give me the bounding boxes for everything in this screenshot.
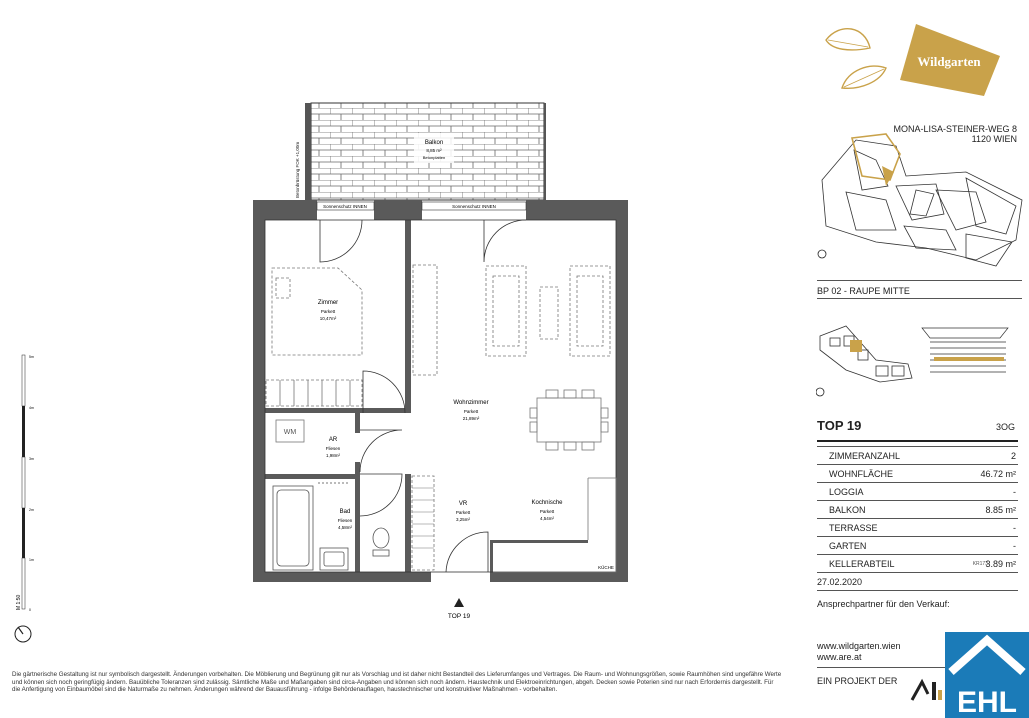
kochnische-floor: Parkett [539, 509, 555, 514]
scale-tick-1: 1m [29, 558, 34, 562]
scale-tick-0: 0 [29, 608, 31, 612]
are-logo [910, 678, 944, 702]
plan-date: 27.02.2020 [817, 577, 863, 587]
bad-floor: Fliesen [337, 518, 353, 523]
building-part: BP 02 - RAUPE MITTE [817, 286, 910, 296]
vr-wardrobe [412, 476, 434, 570]
zimmer-area: 10,47m² [319, 316, 337, 321]
vr-area: 3,25m² [455, 517, 471, 522]
wildgarten-logo [898, 22, 1002, 98]
wohnzimmer-area: 21,89m² [462, 416, 480, 421]
zimmer-furniture [266, 265, 437, 406]
bad-area: 4,58m² [337, 525, 353, 530]
entrance-label: TOP 19 [447, 613, 471, 620]
scale-label: M 1:50 [16, 594, 22, 610]
zimmer-name: Zimmer [317, 300, 339, 306]
floor-locator [816, 320, 916, 400]
sunshade-label-1: Sonnenschutz INNEN [323, 204, 367, 209]
ar-area: 1,98m² [325, 453, 341, 458]
ar-name: AR [328, 437, 338, 443]
vr-floor: Parkett [455, 510, 471, 515]
leaf-icon [820, 22, 890, 92]
wohnzimmer-name: Wohnzimmer [453, 400, 489, 406]
spec-row: BALKON 8.85 m² [817, 500, 1018, 518]
entrance-arrow-icon [454, 598, 464, 607]
wohnzimmer-floor: Parkett [463, 409, 479, 414]
project-label: EIN PROJEKT DER [817, 676, 898, 686]
dining-table [530, 390, 608, 450]
vr-name: VR [458, 501, 468, 507]
spec-row: LOGGIA - [817, 482, 1018, 500]
scale-tick-5: 5m [29, 355, 34, 359]
north-arrow-icon [15, 626, 31, 642]
railing-label: Betonbrüstung FOK +1,00m [295, 141, 300, 198]
kitchen-counter [493, 478, 616, 572]
spec-table [817, 446, 1018, 573]
scale-tick-4: 4m [29, 406, 34, 410]
scale-bar [22, 355, 25, 609]
address-street: MONA-LISA-STEINER-WEG 8 [893, 124, 1017, 134]
spec-row: GARTEN - [817, 536, 1018, 554]
bathroom-fixtures [273, 486, 389, 570]
wohnzimmer-furniture [486, 266, 610, 356]
spec-row: KELLERABTEIL KR173 3.89 m² [817, 554, 1018, 573]
address-city: 1120 WIEN [971, 134, 1017, 144]
contact-label: Ansprechpartner für den Verkauf: [817, 599, 950, 609]
section-locator [920, 324, 1012, 376]
unit-title: TOP 19 [817, 418, 862, 433]
balcony-area: 8,85 m² [426, 148, 442, 153]
scale-tick-3: 3m [29, 457, 34, 461]
website-link-are[interactable]: www.are.at [817, 652, 862, 662]
sunshade-label-2: Sonnenschutz INNEN [452, 204, 496, 209]
spec-row: WOHNFLÄCHE 46.72 m² [817, 464, 1018, 482]
website-link-wildgarten[interactable]: www.wildgarten.wien [817, 641, 901, 651]
kochnische-area: 4,54m² [539, 516, 555, 521]
svg-text:Wildgarten: Wildgarten [917, 54, 981, 69]
zimmer-floor: Parkett [320, 309, 336, 314]
ar-floor: Fliesen [325, 446, 341, 451]
balcony-name: Balkon [424, 140, 444, 146]
scale-tick-2: 2m [29, 508, 34, 512]
kochnische-name: Kochnische [531, 500, 563, 506]
balcony-floor: Betonplatten [422, 155, 446, 160]
site-map [816, 130, 1026, 280]
bad-name: Bad [339, 509, 351, 515]
disclaimer: Die gärtnerische Gestaltung ist nur symbolisch dargestellt. Änderungen vorbehalten. Die Möblierung und Begrünung gilt nur als Vorschlag und ist daher nicht Bestandteil des Lieferumfanges und Vertrages. Die Raum- und Wohnungsgrößen, sowie Raumhöhen sind ungefähre Werte und können sich noch geringfügig ändern. Bauübliche Toleranzen sind zulässig. Sämtliche Maße und Maßangaben sind circa-Angaben und können sich noch ändern. Haustechnik und Elektroeinrichtungen, abgeh. Decken sowie Poterien sind nur nach Erfordernis dargestellt. Für die Anfertigung von Einbaumöbel sind die Naturmaße zu nehmen. Änderungen während der Bauausführung - infolge Behördenauflagen, haustechnischer und konstruktiver Maßnahmen - vorbehalten. [12, 671, 782, 694]
websites [817, 641, 901, 663]
spec-row: TERRASSE - [817, 518, 1018, 536]
ehl-logo [945, 632, 1029, 718]
unit-floor: 3OG [996, 422, 1016, 432]
wm-label: WM [283, 429, 297, 436]
kitchen-label: KÜCHE [598, 565, 614, 570]
spec-row: ZIMMERANZAHL 2 [817, 446, 1018, 464]
svg-text:EHL: EHL [957, 686, 1017, 718]
